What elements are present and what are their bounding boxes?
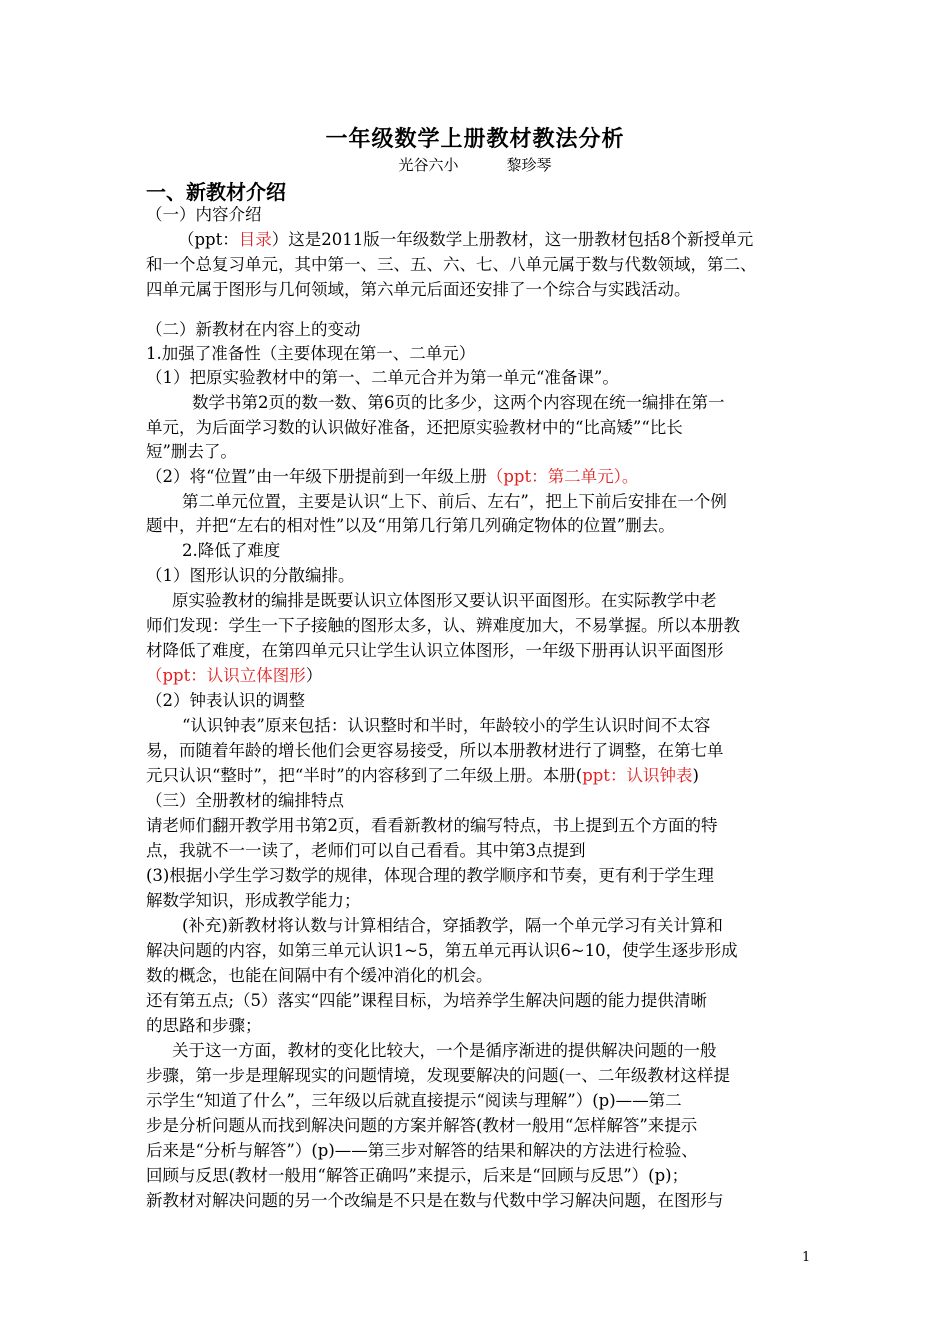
text-segment: “认识钟表”原来包括：认识整时和半时，年龄较小的学生认识时间不太容 (182, 716, 711, 735)
text-segment: （一）内容介绍 (146, 205, 262, 224)
text-segment: （ppt： (178, 230, 239, 249)
text-segment: ） (305, 666, 323, 685)
text-segment: 第二单元位置，主要是认识“上下、前后、左右”，把上下前后安排在一个例 (182, 492, 727, 511)
text-line (146, 839, 810, 863)
text-segment: 关于这一方面，教材的变化比较大，一个是循序渐进的提供解决问题的一般 (172, 1041, 717, 1060)
text-line (146, 639, 810, 663)
text-line (146, 1064, 810, 1088)
text-segment: 四单元属于图形与几何领域，第六单元后面还安排了一个综合与实践活动。 (146, 280, 691, 299)
text-line (146, 939, 810, 963)
text-segment: 的思路和步骤； (146, 1016, 262, 1035)
document-title: 一年级数学上册教材教法分析 (325, 126, 625, 152)
text-segment: 数的概念，也能在间隔中有个缓冲消化的机会。 (146, 966, 493, 985)
text-line (146, 689, 810, 713)
text-line (146, 539, 846, 563)
text-segment: （1）图形认识的分散编排。 (146, 566, 355, 585)
page-number: 1 (802, 1250, 811, 1265)
text-segment: 数学书第2页的数一数、第6页的比多少，这两个内容现在统一编排在第一 (192, 393, 725, 412)
text-line (146, 989, 810, 1013)
text-segment: 步是分析问题从而找到解决问题的方案并解答(教材一般用“怎样解答”来提示 (146, 1116, 698, 1135)
text-line (146, 1189, 810, 1213)
author-school: 光谷六小 (398, 156, 459, 174)
text-line (146, 1089, 810, 1113)
author-line (0, 154, 950, 175)
text-line (146, 228, 842, 252)
text-segment: 原实验教材的编排是既要认识立体图形又要认识平面图形。在实际教学中老 (172, 591, 717, 610)
text-line (146, 342, 810, 366)
text-segment: 1.加强了准备性（主要体现在第一、二单元） (146, 344, 476, 363)
text-line (146, 253, 810, 277)
highlighted-text: （ppt：认识立体图形 (146, 666, 306, 685)
text-segment: 单元，为后面学习数的认识做好准备，还把原实验教材中的“比高矮”“比长 (146, 418, 683, 437)
text-line (146, 440, 810, 464)
text-segment: (补充)新教材将认数与计算相结合，穿插教学，隔一个单元学习有关计算和 (182, 916, 723, 935)
text-line (146, 889, 810, 913)
text-line (146, 203, 810, 227)
highlighted-text: （ppt：第二单元）。 (486, 467, 639, 486)
text-segment: 还有第五点;（5）落实“四能”课程目标，为培养学生解决问题的能力提供清晰 (146, 991, 707, 1010)
text-segment: 材降低了难度，在第四单元只让学生认识立体图形，一年级下册再认识平面图形 (146, 641, 724, 660)
text-segment: （二）新教材在内容上的变动 (146, 320, 361, 339)
text-line (146, 714, 846, 738)
text-line (146, 664, 810, 688)
author-name: 黎珍琴 (506, 156, 552, 174)
text-line (146, 614, 810, 638)
text-line (146, 1139, 810, 1163)
text-segment: 和一个总复习单元，其中第一、三、五、六、七、八单元属于数与代数领域，第二、 (146, 255, 757, 274)
text-segment: (3)根据小学生学习数学的规律，体现合理的教学顺序和节奏，更有利于学生理 (146, 866, 714, 885)
highlighted-text: ppt：认识钟表 (582, 766, 693, 785)
text-line (146, 366, 810, 390)
text-line (146, 391, 856, 415)
text-line (146, 789, 810, 813)
text-line (146, 814, 810, 838)
text-segment: ）这是2011版一年级数学上册教材，这一册教材包括8个新授单元 (271, 230, 754, 249)
text-line (146, 465, 810, 489)
section-heading: 一、新教材介绍 (146, 180, 286, 204)
text-segment: （2）钟表认识的调整 (146, 691, 305, 710)
text-segment: （2）将“位置”由一年级下册提前到一年级上册 (146, 467, 487, 486)
text-segment: 题中，并把“左右的相对性”以及“用第几行第几列确定物体的位置”删去。 (146, 516, 675, 535)
text-line (146, 490, 846, 514)
text-segment: （三）全册教材的编排特点 (146, 791, 344, 810)
text-segment: 解决问题的内容，如第三单元认识1~5，第五单元再认识6~10，使学生逐步形成 (146, 941, 738, 960)
text-line (146, 914, 846, 938)
text-segment: 短”删去了。 (146, 442, 237, 461)
text-segment: 易，而随着年龄的增长他们会更容易接受，所以本册教材进行了调整，在第七单 (146, 741, 724, 760)
text-line (146, 1114, 810, 1138)
text-line (146, 739, 810, 763)
text-segment: 解数学知识，形成教学能力； (146, 891, 361, 910)
text-segment: 点，我就不一一读了，老师们可以自己看看。其中第3点提到 (146, 841, 586, 860)
text-segment: 示学生“知道了什么”，三年级以后就直接提示“阅读与理解”）(p)——第二 (146, 1091, 682, 1110)
text-segment: 回顾与反思(教材一般用“解答正确吗”来提示，后来是“回顾与反思”）(p)； (146, 1166, 689, 1185)
text-line (146, 514, 810, 538)
highlighted-text: 目录 (238, 230, 272, 249)
text-segment: 新教材对解决问题的另一个改编是不只是在数与代数中学习解决问题，在图形与 (146, 1191, 724, 1210)
text-line (146, 564, 810, 588)
text-segment: 请老师们翻开教学用书第2页，看看新教材的编写特点，书上提到五个方面的特 (146, 816, 718, 835)
text-line (146, 764, 810, 788)
text-line (146, 1164, 810, 1188)
text-segment: （1）把原实验教材中的第一、二单元合并为第一单元“准备课”。 (146, 368, 619, 387)
text-line (146, 864, 810, 888)
text-segment: 2.降低了难度 (182, 541, 281, 560)
text-segment: 元只认识“整时”，把“半时”的内容移到了二年级上册。本册( (146, 766, 583, 785)
text-line (146, 1039, 836, 1063)
text-segment: 后来是“分析与解答”）(p)——第三步对解答的结果和解决的方法进行检验、 (146, 1141, 698, 1160)
text-line (146, 416, 810, 440)
text-line (146, 278, 810, 302)
text-line (146, 318, 810, 342)
text-line (146, 589, 836, 613)
text-segment: 步骤，第一步是理解现实的问题情境，发现要解决的问题(一、二年级教材这样提 (146, 1066, 730, 1085)
text-line (146, 1014, 810, 1038)
text-line (146, 964, 810, 988)
text-segment: 师们发现：学生一下子接触的图形太多，认、辨难度加大，不易掌握。所以本册教 (146, 616, 740, 635)
text-segment: ) (692, 766, 699, 785)
